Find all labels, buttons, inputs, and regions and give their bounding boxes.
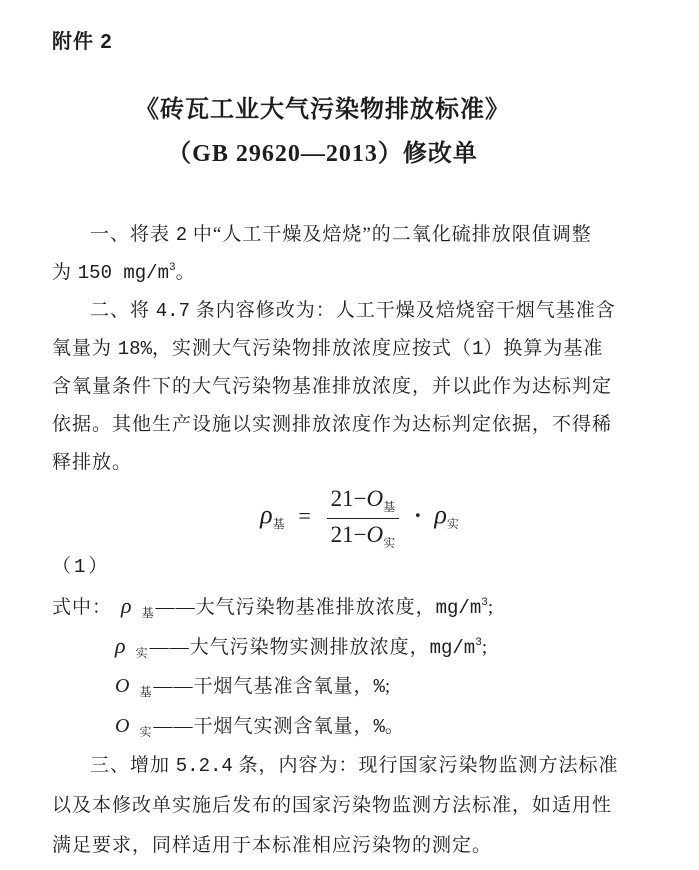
paragraph-2-line-3: 含氧量条件下的大气污染物基准排放浓度，并以此作为达标判定 bbox=[52, 376, 613, 397]
formula-fraction bbox=[327, 485, 400, 551]
formula-lhs-symbol: ρ bbox=[260, 500, 273, 529]
denominator-variable: O bbox=[366, 521, 384, 547]
numerator-subscript: 基 bbox=[383, 499, 396, 514]
definition-line-rho-actual: ρ $_实$——大气污染物实测排放浓度，$mg/m^3$; bbox=[115, 633, 489, 660]
formula-lhs-subscript: 基 bbox=[272, 517, 285, 531]
paragraph-1-line-2: 为 150 $mg/m^3$。 bbox=[52, 262, 196, 284]
document-title bbox=[52, 88, 593, 176]
formula-equation-1 bbox=[52, 482, 597, 548]
paragraph-2-line-5: 释排放。 bbox=[52, 452, 133, 473]
formula-multiplication-dot: · bbox=[413, 503, 422, 528]
formula-rhs-symbol: ρ bbox=[434, 500, 447, 529]
paragraph-3-line-1: 三、增加 5.2.4 条，内容为：现行国家污染物监测方法标准 bbox=[90, 755, 619, 777]
paragraph-3-line-2: 以及本修改单实施后发布的国家污染物监测方法标准，如适用性 bbox=[52, 795, 613, 816]
document-body bbox=[52, 216, 619, 866]
paragraph-2-line-1: 二、将 4.7 条内容修改为：人工干燥及焙烧窑干烟气基准含 bbox=[90, 300, 616, 322]
paragraph-1-line-1: 一、将表 2 中“人工干燥及焙烧”的二氧化硫排放限值调整 bbox=[90, 224, 592, 246]
numerator-text: 21− bbox=[330, 485, 367, 511]
paragraph-2-line-2: 氧量为 18%，实测大气污染物排放浓度应按式（1）换算为基准 bbox=[52, 338, 604, 360]
definition-line-o-base: O $_基$——干烟气基准含氧量，%; bbox=[115, 675, 392, 699]
title-line-2: （GB 29620—2013）修改单 bbox=[167, 141, 478, 167]
definition-line-rho-base: 式中： ρ $_基$——大气污染物基准排放浓度，$mg/m^3$; bbox=[52, 593, 495, 620]
formula-rhs-subscript: 实 bbox=[446, 517, 459, 531]
fraction-denominator bbox=[327, 519, 400, 551]
formula-equals-sign: = bbox=[298, 503, 311, 528]
title-line-1: 《砖瓦工业大气污染物排放标准》 bbox=[135, 97, 510, 123]
attachment-label: 附件 2 bbox=[52, 31, 113, 53]
paragraph-2-line-4: 依据。其他生产设施以实测排放浓度作为达标判定依据，不得稀 bbox=[52, 414, 613, 435]
equation-number-label: （1） bbox=[52, 556, 111, 578]
definition-line-o-actual: O $_实$——干烟气实测含氧量，%。 bbox=[115, 715, 405, 739]
denominator-text: 21− bbox=[330, 521, 367, 547]
fraction-numerator bbox=[327, 485, 400, 519]
denominator-subscript: 实 bbox=[383, 535, 396, 550]
paragraph-3-line-3: 满足要求，同样适用于本标准相应污染物的测定。 bbox=[52, 835, 493, 856]
numerator-variable: O bbox=[366, 485, 384, 511]
